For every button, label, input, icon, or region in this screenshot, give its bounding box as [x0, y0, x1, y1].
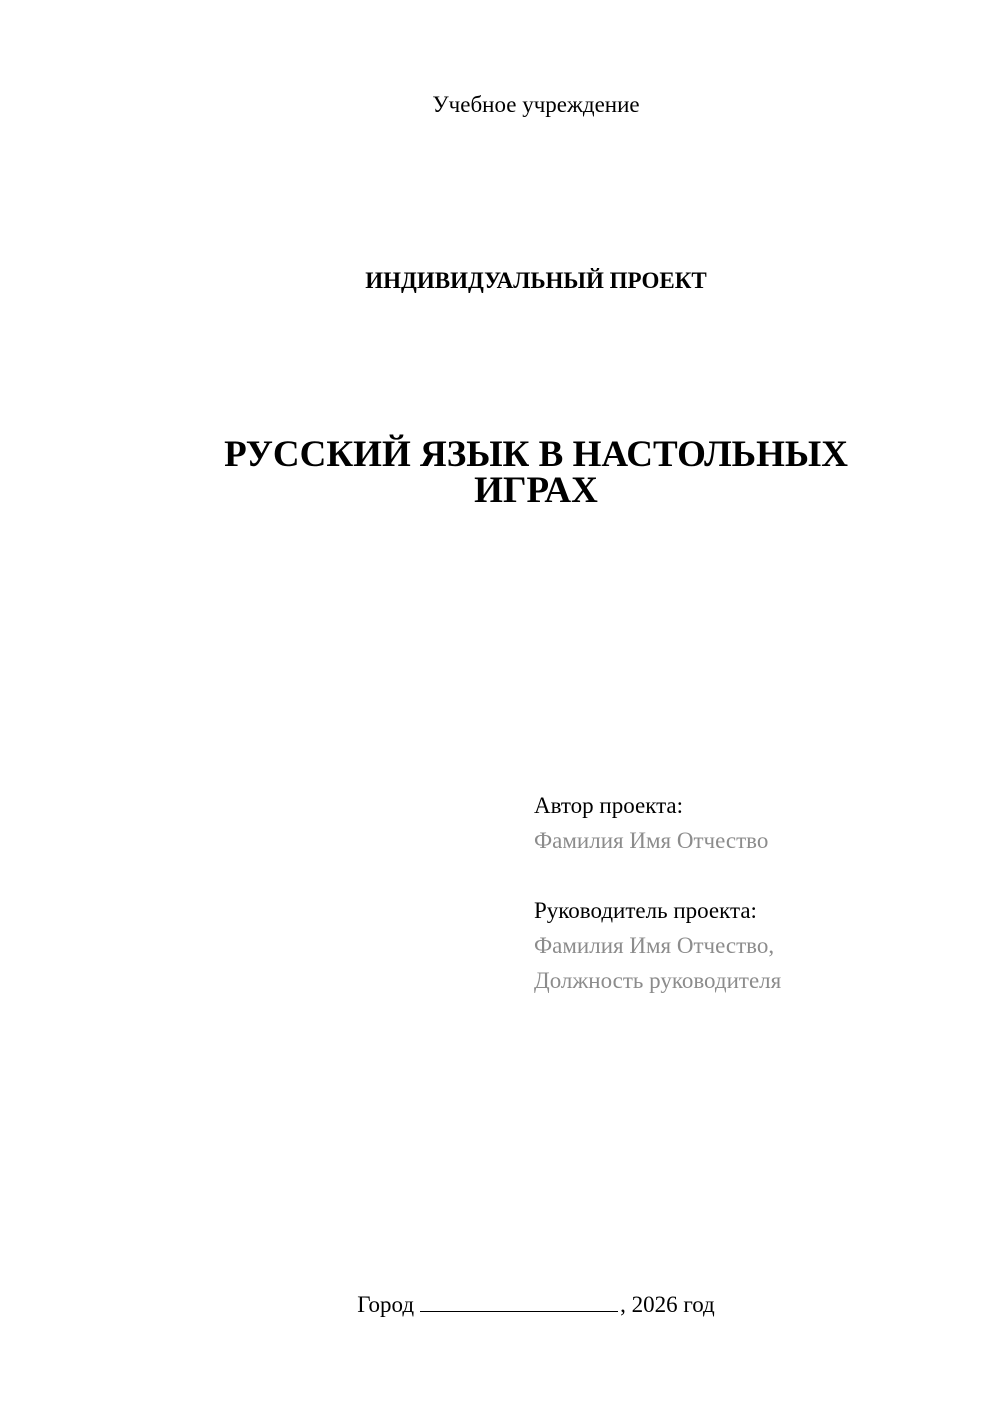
document-title-line-1: РУССКИЙ ЯЗЫК В НАСТОЛЬНЫХ	[224, 434, 848, 475]
city-label: Город	[357, 1292, 415, 1317]
author-label: Автор проекта:	[534, 793, 683, 818]
city-blank-underline	[420, 1290, 618, 1312]
author-name-placeholder: Фамилия Имя Отчество	[534, 828, 769, 853]
document-title-line-2: ИГРАХ	[474, 470, 598, 511]
year-text: , 2026 год	[620, 1292, 715, 1317]
supervisor-position-placeholder: Должность руководителя	[534, 968, 782, 993]
city-year-line	[0, 1290, 1000, 1319]
authors-block	[534, 788, 974, 998]
document-title	[0, 434, 1000, 511]
authors-spacer	[534, 858, 974, 893]
supervisor-label: Руководитель проекта:	[534, 898, 757, 923]
institution-name: Учебное учреждение	[432, 92, 640, 117]
supervisor-name-placeholder: Фамилия Имя Отчество,	[534, 933, 775, 958]
document-type-heading: ИНДИВИДУАЛЬНЫЙ ПРОЕКТ	[365, 268, 707, 293]
